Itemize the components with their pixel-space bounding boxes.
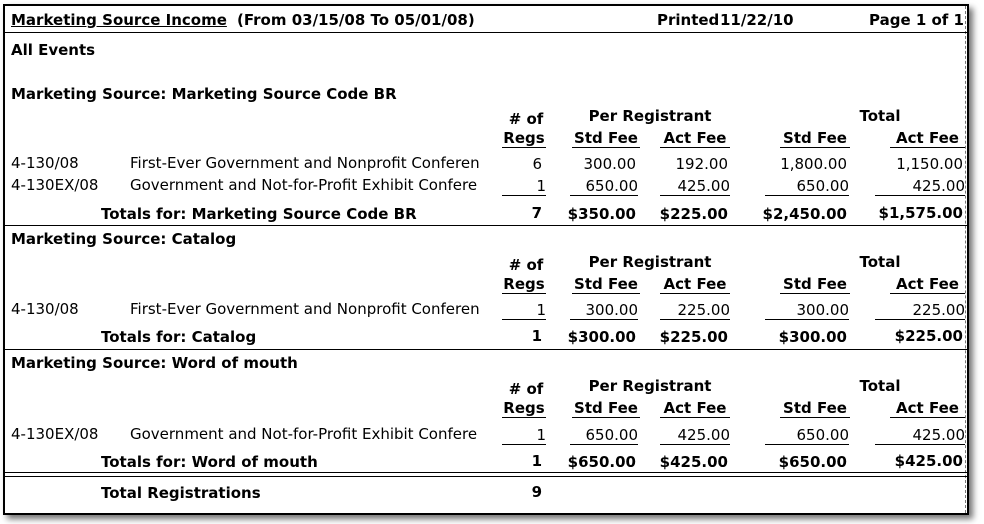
totals-std-fee: $350.00 [567, 205, 636, 223]
page-number: Page 1 of 1 [869, 11, 964, 29]
col-per-registrant: Per Registrant [588, 377, 712, 395]
row-total-std-fee: 300.00 [765, 301, 849, 320]
row-std-fee: 300.00 [583, 155, 636, 173]
col-per-registrant: Per Registrant [588, 107, 712, 125]
totals-act-fee: $225.00 [659, 205, 728, 223]
col-std-fee: Std Fee [572, 399, 640, 418]
printed-label: Printed [657, 11, 720, 29]
totals-regs: 7 [531, 204, 542, 222]
grand-total-regs: 9 [531, 483, 542, 501]
row-regs: 1 [502, 301, 546, 320]
event-code: 4-130/08 [11, 300, 79, 318]
row-act-fee: 225.00 [660, 301, 730, 320]
event-name: First-Ever Government and Nonprofit Conferen [130, 154, 480, 172]
totals-label: Totals for: Word of mouth [101, 453, 318, 471]
report-page [3, 4, 969, 515]
totals-act-fee: $425.00 [659, 453, 728, 471]
totals-total-act-fee: $225.00 [894, 327, 963, 345]
event-name: First-Ever Government and Nonprofit Conferen [130, 300, 480, 318]
col-total: Total [859, 107, 901, 125]
section-divider [5, 349, 967, 350]
totals-act-fee: $225.00 [659, 328, 728, 346]
event-name: Government and Not-for-Profit Exhibit Confere [130, 425, 478, 443]
col-total-std-fee: Std Fee [780, 275, 850, 294]
page-edge-divider [965, 6, 966, 513]
col-regs-top: # of [508, 380, 544, 398]
grand-total-divider-top [5, 472, 967, 473]
totals-total-std-fee: $2,450.00 [762, 205, 847, 223]
section-heading: Marketing Source: Marketing Source Code BR [11, 85, 397, 103]
row-total-std-fee: 650.00 [765, 426, 849, 445]
report-title: Marketing Source Income [11, 11, 227, 29]
totals-total-std-fee: $650.00 [778, 453, 847, 471]
col-regs-top: # of [508, 110, 544, 128]
totals-regs: 1 [531, 452, 542, 470]
totals-total-act-fee: $1,575.00 [878, 204, 963, 222]
row-total-act-fee: 225.00 [875, 301, 965, 320]
col-act-fee: Act Fee [660, 399, 730, 418]
header-rule [5, 32, 967, 33]
col-total-act-fee: Act Fee [890, 275, 965, 294]
section-heading: Marketing Source: Word of mouth [11, 354, 298, 372]
event-code: 4-130/08 [11, 154, 79, 172]
row-total-act-fee: 425.00 [875, 426, 965, 445]
row-total-std-fee: 650.00 [765, 177, 849, 196]
col-regs-bottom: Regs [503, 129, 545, 147]
col-total: Total [859, 253, 901, 271]
row-std-fee: 650.00 [570, 426, 638, 445]
col-total-std-fee: Std Fee [780, 399, 850, 418]
totals-label: Totals for: Catalog [101, 328, 257, 346]
row-act-fee: 425.00 [660, 177, 730, 196]
totals-std-fee: $300.00 [567, 328, 636, 346]
col-total-std-fee: Std Fee [780, 129, 850, 148]
row-act-fee: 192.00 [675, 155, 728, 173]
row-total-std-fee: 1,800.00 [780, 155, 847, 173]
col-per-registrant: Per Registrant [588, 253, 712, 271]
grand-total-divider-bottom [5, 476, 967, 477]
col-regs-top: # of [508, 256, 544, 274]
col-act-fee: Act Fee [660, 275, 730, 294]
event-name: Government and Not-for-Profit Exhibit Confere [130, 176, 478, 194]
col-std-fee: Std Fee [572, 275, 640, 294]
row-act-fee: 425.00 [660, 426, 730, 445]
row-regs: 6 [532, 155, 542, 173]
row-regs: 1 [502, 426, 546, 445]
col-regs-bottom: Regs [503, 275, 545, 293]
totals-std-fee: $650.00 [567, 453, 636, 471]
row-regs: 1 [502, 177, 546, 196]
totals-label: Totals for: Marketing Source Code BR [101, 205, 417, 223]
row-total-act-fee: 1,150.00 [896, 155, 963, 173]
col-total-act-fee: Act Fee [890, 129, 965, 148]
printed-date: 11/22/10 [720, 11, 794, 29]
event-code: 4-130EX/08 [11, 176, 99, 194]
section-heading: Marketing Source: Catalog [11, 230, 237, 248]
grand-total-label: Total Registrations [101, 484, 261, 502]
totals-total-act-fee: $425.00 [894, 452, 963, 470]
event-code: 4-130EX/08 [11, 425, 99, 443]
row-std-fee: 300.00 [570, 301, 638, 320]
date-range: (From 03/15/08 To 05/01/08) [237, 11, 475, 29]
row-total-act-fee: 425.00 [875, 177, 965, 196]
col-std-fee: Std Fee [572, 129, 640, 148]
col-regs-bottom: Regs [503, 399, 545, 417]
totals-total-std-fee: $300.00 [778, 328, 847, 346]
row-std-fee: 650.00 [570, 177, 638, 196]
totals-regs: 1 [531, 327, 542, 345]
report-subtitle: All Events [11, 41, 96, 59]
col-act-fee: Act Fee [660, 129, 730, 148]
section-divider [5, 225, 967, 226]
col-total-act-fee: Act Fee [890, 399, 965, 418]
col-total: Total [859, 377, 901, 395]
